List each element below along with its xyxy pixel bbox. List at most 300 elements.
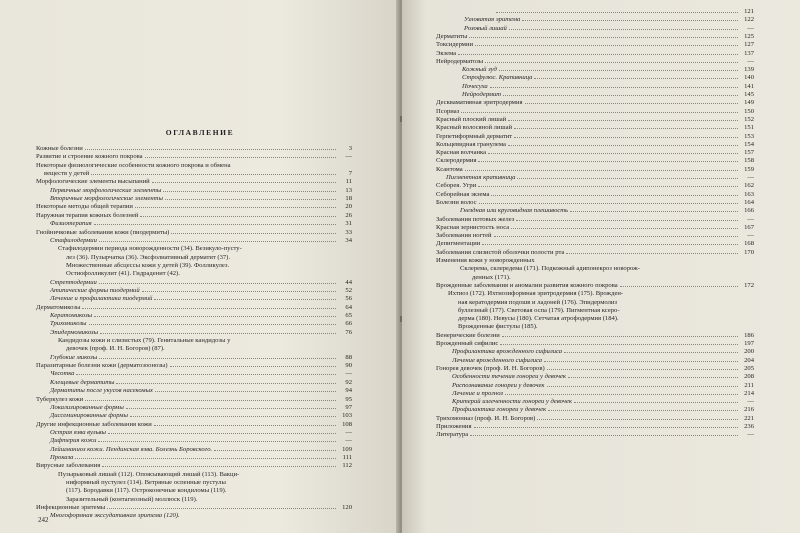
dot-leader xyxy=(99,358,336,359)
toc-entry xyxy=(464,25,754,33)
toc-entry xyxy=(458,299,754,307)
toc-entry-page: 166 xyxy=(744,207,754,215)
toc-entry-title: Себорея. Угри xyxy=(436,182,477,190)
dot-leader xyxy=(89,324,337,325)
toc-entry xyxy=(452,398,754,406)
toc-entry-page: 139 xyxy=(744,66,754,74)
toc-entry-page: 112 xyxy=(342,462,352,470)
toc-entry-title: Критерий излеченности гонореи у девочек xyxy=(452,398,572,406)
toc-entry-title: Диссеминированные формы xyxy=(50,412,128,420)
toc-entry-page: — xyxy=(345,153,352,161)
dot-leader xyxy=(500,344,738,345)
toc-entry-page: 125 xyxy=(744,32,754,40)
toc-entry xyxy=(36,153,352,161)
toc-entry xyxy=(50,437,352,445)
toc-entry-title: Туберкулез кожи xyxy=(36,395,84,403)
toc-entry xyxy=(36,203,352,211)
toc-entry-page: — xyxy=(747,431,754,439)
toc-entry xyxy=(458,315,754,323)
toc-entry-page: 44 xyxy=(345,278,352,286)
dot-leader xyxy=(514,137,738,138)
toc-entry-title: Склеродермия xyxy=(436,157,477,165)
toc-entry-title: Герпетиформный дерматит xyxy=(436,132,513,140)
toc-entry-title: Острая язва вульвы xyxy=(50,428,106,436)
toc-entry xyxy=(50,454,352,462)
toc-entry xyxy=(452,357,754,365)
toc-entry-page: 64 xyxy=(345,303,352,311)
dot-leader xyxy=(171,233,336,234)
toc-entry xyxy=(50,387,352,395)
toc-entry xyxy=(66,479,352,487)
toc-entry xyxy=(448,290,754,298)
dot-leader xyxy=(116,383,336,384)
toc-entry-page: 120 xyxy=(342,504,352,512)
toc-entry-title: Нейродерматозы xyxy=(436,57,484,65)
dot-leader xyxy=(154,425,336,426)
dot-leader xyxy=(170,366,336,367)
toc-entry-page: 52 xyxy=(345,286,352,294)
dot-leader xyxy=(155,391,336,392)
toc-entry-title: Гнойничковые заболевания кожи (пиодермиты) xyxy=(36,228,170,236)
toc-entry xyxy=(452,382,754,390)
dot-leader xyxy=(142,291,336,292)
toc-entry-title: Венерические болезни xyxy=(436,331,500,339)
toc-entry-title: Гонорея девочек (проф. И. Н. Богоров) xyxy=(436,364,545,372)
toc-entry-page: 197 xyxy=(744,340,754,347)
toc-entry-page: 163 xyxy=(744,190,754,198)
dot-leader xyxy=(505,394,738,395)
toc-entry-title: Проказа xyxy=(50,453,74,461)
toc-entry-page: 31 xyxy=(345,220,352,228)
toc-entry xyxy=(494,8,754,16)
dot-leader xyxy=(165,199,336,200)
dot-leader xyxy=(145,157,336,158)
toc-entry-title: Вторичные морфологические элементы xyxy=(50,195,163,203)
toc-entry-title: Лечение и профилактика пиодермий xyxy=(50,295,153,303)
toc-entry-page: 208 xyxy=(744,373,754,381)
toc-entry xyxy=(436,141,754,149)
toc-entry-title: Кератомикозы xyxy=(50,312,93,319)
toc-entry-page: 149 xyxy=(744,99,754,107)
toc-entry xyxy=(36,362,352,370)
toc-entry-title: Физиотерапия xyxy=(50,220,92,228)
toc-entry-page: — xyxy=(747,232,754,240)
toc-entry xyxy=(436,257,754,265)
dot-leader xyxy=(458,54,738,55)
dot-leader xyxy=(534,78,738,79)
toc-entry-title: Наружная терапия кожных болезней xyxy=(36,211,139,219)
toc-entry xyxy=(446,174,754,182)
toc-entry xyxy=(50,354,352,362)
dot-leader xyxy=(100,333,336,334)
toc-entry xyxy=(436,199,754,207)
right-page xyxy=(402,0,800,533)
dot-leader xyxy=(82,308,336,309)
toc-entry-page: 34 xyxy=(345,236,352,244)
toc-entry xyxy=(452,373,754,381)
toc-entry-title: Вирусные заболевания xyxy=(36,462,101,470)
toc-entry xyxy=(66,262,352,270)
toc-entry-page: 111 xyxy=(342,453,352,461)
toc-entry-page: 137 xyxy=(744,49,754,57)
toc-entry xyxy=(50,412,352,420)
dot-leader xyxy=(511,228,738,229)
toc-entry-page: — xyxy=(747,398,754,406)
toc-entry xyxy=(66,254,352,262)
toc-entry-page: 211 xyxy=(744,381,754,389)
toc-entry xyxy=(436,415,754,423)
toc-entry xyxy=(50,404,352,412)
toc-entry-page: 141 xyxy=(744,82,754,90)
toc-entry-title: Морфологические элементы высыпаний xyxy=(36,178,150,186)
toc-entry-page: 204 xyxy=(744,356,754,364)
toc-entry xyxy=(436,249,754,257)
toc-entry-page: 145 xyxy=(744,91,754,98)
toc-entry xyxy=(436,216,754,224)
toc-entry-title: Дифтерия кожи xyxy=(50,437,97,445)
toc-entry-title: ная кератодермия подошв и ладоней (176). Эпидермолиз xyxy=(458,298,617,306)
toc-entry xyxy=(36,212,352,220)
toc-entry xyxy=(436,431,754,439)
toc-entry xyxy=(50,329,352,337)
toc-entry-page: 66 xyxy=(345,320,352,328)
toc-entry xyxy=(452,390,754,398)
toc-entry-title: Токсидермии xyxy=(436,41,474,49)
toc-entry-title: буллезный (177). Световая оспа (179). Пигментная ксеро- xyxy=(458,306,620,314)
toc-entry-title: Литература xyxy=(436,431,469,439)
toc-entry-title: Развитие и строение кожного покрова xyxy=(36,153,143,161)
dot-leader xyxy=(548,410,738,411)
dot-leader xyxy=(478,161,738,162)
toc-entry xyxy=(50,287,352,295)
toc-entry-title: Заболевания ногтей xyxy=(436,232,492,240)
toc-entry xyxy=(66,496,352,504)
toc-entry-page: 151 xyxy=(744,124,754,132)
toc-entry-page: 7 xyxy=(348,170,352,178)
toc-entry-title: веществ у детей xyxy=(44,170,90,178)
toc-entry-page: 90 xyxy=(345,362,352,370)
toc-entry-page: — xyxy=(345,428,352,436)
toc-entry-title: Врожденные заболевания и аномалии развития кожного покрова xyxy=(436,281,618,289)
dot-leader xyxy=(76,374,336,375)
toc-entry-title: Стрептодермии xyxy=(50,278,97,286)
toc-entry-title: Инфекционные эритемы xyxy=(36,504,106,512)
toc-entry-title: Лечение врожденного сифилиса xyxy=(452,356,543,364)
dot-leader xyxy=(163,191,336,192)
toc-entry xyxy=(50,312,352,320)
toc-entry-title: Кожный зуд xyxy=(462,66,497,74)
toc-entry-title: Кожные болезни xyxy=(36,145,83,152)
toc-entry xyxy=(50,429,352,437)
toc-entry-page: 154 xyxy=(744,140,754,148)
toc-entry-page: 97 xyxy=(345,403,352,411)
toc-entry xyxy=(50,446,352,454)
toc-entry xyxy=(58,471,352,479)
toc-entry-title: (117). Бородавки (117). Остроконечные кондиломы (119). xyxy=(66,487,227,495)
toc-entry xyxy=(50,320,352,328)
toc-entry-page: 162 xyxy=(744,182,754,190)
toc-entry xyxy=(436,116,754,124)
toc-entry-page: 221 xyxy=(744,414,754,422)
toc-entry xyxy=(436,149,754,157)
toc-entry-title: Профилактика врожденного сифилиса xyxy=(452,348,563,356)
dot-leader xyxy=(502,336,738,337)
toc-entry-title: Профилактика гонореи у девочек xyxy=(452,406,547,414)
toc-entry xyxy=(436,191,754,199)
toc-entry-title: Некоторые физиологические особенности кожного покрова и обмена xyxy=(36,161,231,169)
toc-entry-title: Псориаз xyxy=(436,107,460,115)
toc-entry xyxy=(462,66,754,74)
toc-entry-title: Изменения кожи у новорожденных xyxy=(436,257,535,264)
toc-entry-title: Розовый лишай xyxy=(464,24,507,32)
toc-entry-title: Строфулюс. Крапивница xyxy=(462,74,533,82)
toc-entry xyxy=(436,133,754,141)
toc-entry-title: Другие инфекционные заболевания кожи xyxy=(36,420,152,428)
toc-entry-title: Распознавание гонореи у девочек xyxy=(452,381,545,389)
toc-entry-page: 3 xyxy=(348,145,352,152)
toc-entry-page: 121 xyxy=(744,8,754,15)
dot-leader xyxy=(496,12,738,13)
toc-entry-page: — xyxy=(747,215,754,223)
toc-entry xyxy=(50,295,352,303)
toc-entry xyxy=(50,279,352,287)
dot-leader xyxy=(469,37,738,38)
toc-entry xyxy=(462,91,754,99)
toc-entry-title: денных (171). xyxy=(472,273,511,281)
dot-leader xyxy=(140,216,336,217)
toc-entry-title: Особенности течения гонореи у девочек xyxy=(452,373,566,381)
toc-entry xyxy=(436,58,754,66)
dot-leader xyxy=(478,186,738,187)
toc-entry xyxy=(36,462,352,470)
toc-entry-title: Врожденный сифилис xyxy=(436,340,499,347)
toc-entry-page: 95 xyxy=(345,395,352,403)
dot-leader xyxy=(130,416,336,417)
toc-entry-title: Заболевания слизистой оболочки полости рта xyxy=(436,248,565,256)
dot-leader xyxy=(574,402,738,403)
dot-leader xyxy=(508,120,738,121)
toc-entry xyxy=(36,162,352,170)
toc-entry-title: Десквамативная эритродермия xyxy=(436,99,523,107)
toc-entry-title: Себорейная экзема xyxy=(436,190,490,198)
dot-leader xyxy=(568,377,738,378)
toc-entry-page: 76 xyxy=(345,328,352,336)
toc-entry xyxy=(436,282,754,290)
dot-leader xyxy=(91,174,336,175)
dot-leader xyxy=(85,400,336,401)
toc-entry-title: Красная волчанка xyxy=(436,149,487,157)
toc-entry xyxy=(36,421,352,429)
dot-leader xyxy=(465,170,738,171)
dot-leader xyxy=(485,62,738,63)
dot-leader xyxy=(509,29,738,30)
dot-leader xyxy=(214,450,336,451)
toc-entry-title: Дерматиты после укусов насекомых xyxy=(50,387,153,395)
dot-leader xyxy=(508,145,738,146)
toc-entry-title: Чесотка xyxy=(50,370,75,378)
toc-entry xyxy=(460,207,754,215)
dot-leader xyxy=(547,369,738,370)
toc-entry-title: лез (36). Пузырчатка (36). Эксфолиативный дерматит (37). xyxy=(66,253,231,261)
toc-entry-title: Заболевания потовых желез xyxy=(436,215,515,223)
toc-entry-page: — xyxy=(747,57,754,65)
toc-entry-title: Дерматиты xyxy=(436,32,468,40)
toc-entry xyxy=(436,41,754,49)
toc-entry xyxy=(436,108,754,116)
toc-entry-title: Некоторые методы общей терапии xyxy=(36,203,133,211)
toc-entry xyxy=(36,229,352,237)
dot-leader xyxy=(94,224,336,225)
toc-entry-page: 164 xyxy=(744,198,754,206)
toc-entry xyxy=(36,304,352,312)
toc-entry-title: Почесуха xyxy=(462,82,488,90)
dot-leader xyxy=(544,361,738,362)
dot-leader xyxy=(537,419,738,420)
dot-leader xyxy=(491,195,738,196)
dot-leader xyxy=(75,458,336,459)
toc-entry xyxy=(436,340,754,348)
toc-entry xyxy=(436,423,754,431)
contents-heading: ОГЛАВЛЕНИЕ xyxy=(165,128,235,137)
dot-leader xyxy=(108,433,336,434)
toc-entry-page: 94 xyxy=(345,387,352,395)
toc-entry-title: Пигментная крапивница xyxy=(446,174,516,181)
dot-leader xyxy=(514,128,738,129)
toc-entry-page: 170 xyxy=(744,248,754,256)
toc-entry-page: 11 xyxy=(345,178,352,186)
toc-entry-title: Приложения xyxy=(436,423,472,430)
toc-entry-page: 103 xyxy=(342,412,352,420)
toc-entry-page: 56 xyxy=(345,295,352,303)
dot-leader xyxy=(99,283,336,284)
toc-entry-title: Врожденные фистулы (185). xyxy=(458,323,538,331)
toc-entry-title: Болезни волос xyxy=(436,198,477,206)
toc-entry-page: 205 xyxy=(744,364,754,372)
toc-entry-title: ниформный пустулез (114). Ветряные оспенные пустулы xyxy=(66,479,226,486)
toc-entry-title: Многоформная экссудативная эритема (120). xyxy=(50,512,180,520)
toc-entry-title: девочек (проф. И. Н. Богоров) (87). xyxy=(66,345,165,353)
toc-entry-page: — xyxy=(747,24,754,32)
toc-entry-page: 152 xyxy=(744,115,754,123)
toc-entry-page: 159 xyxy=(744,165,754,173)
toc-entry-page: 18 xyxy=(345,195,352,203)
dot-leader xyxy=(525,103,738,104)
page-number: 242 xyxy=(38,516,49,524)
toc-entry-title: Узловатая эритема xyxy=(464,16,521,24)
toc-entry xyxy=(36,145,352,153)
toc-entry-title: Ихтиоз (172). Ихтиозиформная эритродермия (175). Врожден- xyxy=(448,290,624,298)
toc-entry xyxy=(50,512,352,520)
toc-entry-title: Склерема, склередема (171). Подкожный адипонекроз новорож- xyxy=(460,265,640,273)
dot-leader xyxy=(475,45,738,46)
toc-entry xyxy=(436,157,754,165)
toc-entry-title: Экзема xyxy=(436,49,457,57)
toc-entry-page: 216 xyxy=(744,406,754,414)
toc-entry-title: Ксантома xyxy=(436,165,463,173)
toc-entry-page: 33 xyxy=(345,228,352,236)
toc-entry-title: Заразительный (контагиозный) моллюск (119). xyxy=(66,495,198,503)
toc-entry-page: — xyxy=(747,174,754,181)
toc-entry-page: 13 xyxy=(345,186,352,194)
toc-entry-page: 20 xyxy=(345,203,352,211)
toc-entry xyxy=(50,370,352,378)
toc-entry xyxy=(436,99,754,107)
dot-leader xyxy=(566,253,738,254)
toc-entry-title: Множественные абсцессы кожи у детей (39). Фолликулез. xyxy=(66,261,230,269)
toc-entry-page: 186 xyxy=(744,331,754,339)
toc-entry xyxy=(472,274,754,282)
dot-leader xyxy=(152,182,336,183)
toc-entry-title: Паразитарные болезни кожи (дерматозоонозы) xyxy=(36,362,168,370)
toc-entry-page: 150 xyxy=(744,107,754,115)
dot-leader xyxy=(482,244,738,245)
dot-leader xyxy=(517,178,738,179)
toc-entry-page: 167 xyxy=(744,223,754,231)
toc-entry-title: Дерматомикозы xyxy=(36,303,81,311)
dot-leader xyxy=(99,241,336,242)
toc-entry-page: 168 xyxy=(744,240,754,248)
toc-entry xyxy=(436,224,754,232)
toc-entry-title: Стафилодермии периода новорожденности (34). Везикуло-пусту- xyxy=(58,245,242,253)
toc-entry xyxy=(452,348,754,356)
dot-leader xyxy=(570,211,738,212)
toc-entry-page: 108 xyxy=(342,420,352,428)
toc-entry-page: 109 xyxy=(342,445,352,453)
toc-entry-title: Локализированные формы xyxy=(50,403,124,411)
toc-entry xyxy=(436,232,754,240)
toc-entry-title: Гнездная или круговидная плешивость xyxy=(460,207,569,215)
toc-entry-title: дерма (180). Невусы (180). Сетчатая атрофодермия (184). xyxy=(458,315,619,323)
toc-entry xyxy=(66,345,352,353)
dot-leader xyxy=(461,112,738,113)
toc-entry xyxy=(460,265,754,273)
toc-entry xyxy=(436,240,754,248)
toc-entry-title: Лейшманиоз кожи. Пендинская язва. Болезнь Боровского. xyxy=(50,445,213,453)
dot-leader xyxy=(102,466,336,467)
toc-entry-title: Эпидермомикозы xyxy=(50,328,99,336)
toc-entry xyxy=(66,487,352,495)
toc-entry-title: Остиофолликулит (41). Гидраденит (42). xyxy=(66,270,180,278)
dot-leader xyxy=(470,435,738,436)
dot-leader xyxy=(499,70,738,71)
toc-entry-page: 140 xyxy=(744,74,754,82)
toc-entry xyxy=(436,365,754,373)
toc-entry-title: Глубокие микозы xyxy=(50,353,98,361)
dot-leader xyxy=(85,149,336,150)
toc-entry-page: 88 xyxy=(345,353,352,361)
toc-entry xyxy=(452,406,754,414)
toc-entry xyxy=(58,245,352,253)
toc-entry xyxy=(58,337,352,345)
toc-entry xyxy=(50,379,352,387)
dot-leader xyxy=(474,427,739,428)
toc-entry-page: 157 xyxy=(744,149,754,157)
toc-entry xyxy=(36,396,352,404)
toc-entry-page: — xyxy=(345,437,352,445)
toc-entry-page: 26 xyxy=(345,211,352,219)
toc-entry-page: 214 xyxy=(744,389,754,397)
dot-leader xyxy=(494,236,738,237)
toc-entry-page: 127 xyxy=(744,41,754,49)
toc-entry xyxy=(50,195,352,203)
toc-entry-page: 200 xyxy=(744,348,754,356)
toc-entry xyxy=(464,16,754,24)
toc-entry xyxy=(436,332,754,340)
toc-entry-title: Кольцевидная гранулема xyxy=(436,140,506,148)
toc-entry-page: 236 xyxy=(744,423,754,430)
toc-entry-page: 65 xyxy=(345,312,352,319)
dot-leader xyxy=(490,87,738,88)
